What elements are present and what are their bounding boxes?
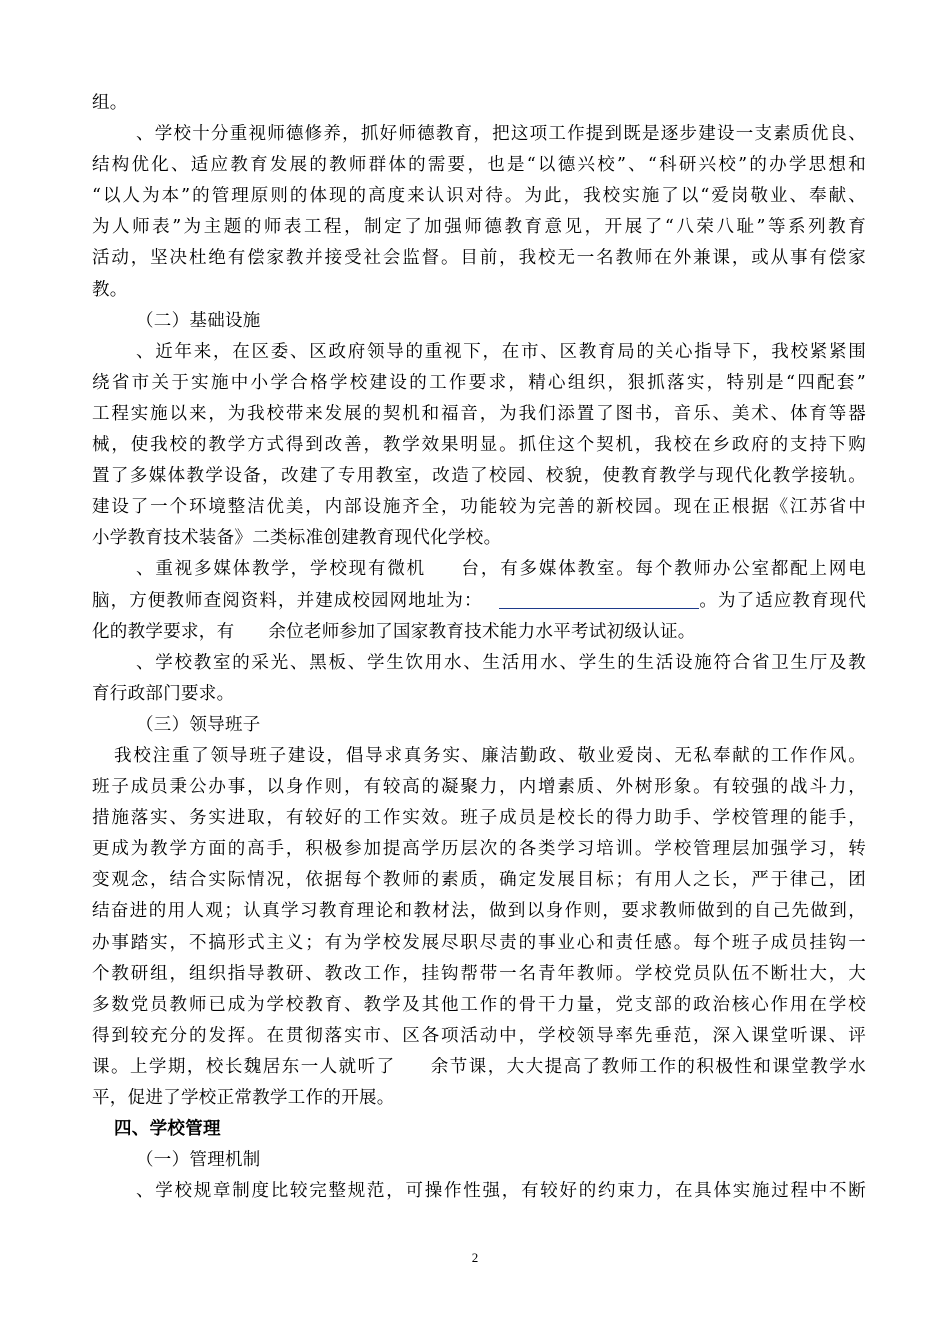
chapter-heading: 四、学校管理 [114,1119,221,1140]
text-line: 多数党员教师已成为学校教育、教学及其他工作的骨干力量，党支部的政治核心作用在学校 [92,994,866,1015]
text-line: 办事踏实，不搞形式主义；有为学校发展尽职尽责的事业心和责任感。每个班子成员挂钩一 [92,932,866,953]
paragraph-start: 我校注重了领导班子建设，倡导求真务实、廉洁勤政、敬业爱岗、无私奉献的工作作风。 [114,745,866,766]
text-line: 为人师表”为主题的师表工程，制定了加强师德教育意见，开展了“八荣八耻”等系列教育 [92,217,866,238]
text-line: 工程实施以来，为我校带来发展的契机和福音，为我们添置了图书，音乐、美术、体育等器 [92,403,866,424]
paragraph-start: 、近年来，在区委、区政府领导的重视下，在市、区教育局的关心指导下，我校紧紧围 [136,341,866,362]
text-line: 械，使我校的教学方式得到改善，教学效果明显。抓住这个契机，我校在乡政府的支持下购 [92,435,866,456]
text-line: 活动，坚决杜绝有偿家教并接受社会监督。目前，我校无一名教师在外兼课，或从事有偿家 [92,248,866,269]
document-body [92,88,866,1207]
page-number: 2 [471,1250,479,1265]
paragraph-start: 、学校规章制度比较完整规范，可操作性强，有较好的约束力，在具体实施过程中不断 [136,1181,866,1202]
text-line: 个教研组，组织指导教研、教改工作，挂钩帮带一名青年教师。学校党员队伍不断壮大，大 [92,963,866,984]
text-line: 育行政部门要求。 [92,683,235,704]
text-line: 组。 [92,93,128,113]
text-line: 脑，方便教师查阅资料，并建成校园网地址为： 。为了适应教育现代 [92,590,866,611]
paragraph-start: 、学校教室的采光、黑板、学生饮用水、生活用水、学生的生活设施符合省卫生厅及教 [136,652,866,673]
text-line: 得到较充分的发挥。在贯彻落实市、区各项活动中，学校领导率先垂范，深入课堂听课、评 [92,1025,866,1046]
text-line: 小学教育技术装备》二类标准创建教育现代化学校。 [92,528,502,549]
section-heading: （一）管理机制 [136,1150,261,1171]
text-line: 教。 [92,279,128,300]
text-line: 变观念，结合实际情况，依据每个教师的素质，确定发展目标；有用人之长，严于律己，团 [92,870,866,891]
section-heading: （二）基础设施 [136,310,261,331]
text-line: 置了多媒体教学设备，改建了专用教室，改造了校园、校貌，使教育教学与现代化教学接轨。 [92,466,866,487]
text-line: 建设了一个环境整洁优美，内部设施齐全，功能较为完善的新校园。现在正根据《江苏省中 [92,497,866,518]
paragraph-start: 、重视多媒体教学，学校现有微机 台，有多媒体教室。每个教师办公室都配上网电 [136,559,866,580]
text-line: 课。上学期，校长魏居东一人就听了 余节课，大大提高了教师工作的积极性和课堂教学水 [92,1056,866,1077]
website-address-blank [499,590,699,609]
text-line: “以人为本”的管理原则的体现的高度来认识对待。为此，我校实施了以“爱岗敬业、奉献、 [92,186,866,207]
text-line: 结构优化、适应教育发展的教师群体的需要，也是“以德兴校”、“科研兴校”的办学思想和 [92,155,866,176]
section-heading: （三）领导班子 [136,714,261,735]
text-line: 措施落实、务实进取，有较好的工作实效。班子成员是校长的得力助手、学校管理的能手， [92,808,866,829]
text-line: 平，促进了学校正常教学工作的开展。 [92,1088,395,1108]
text-line: 班子成员秉公办事，以身作则，有较高的凝聚力，内增素质、外树形象。有较强的战斗力， [92,777,866,798]
text-line: 化的教学要求，有 余位老师参加了国家教育技术能力水平考试初级认证。 [92,621,696,642]
text-line: 更成为教学方面的高手，积极参加提高学历层次的各类学习培训。学校管理层加强学习，转 [92,839,866,860]
text-line: 绕省市关于实施中小学合格学校建设的工作要求，精心组织，狠抓落实，特别是“四配套” [92,372,866,393]
text-line: 结奋进的用人观；认真学习教育理论和教材法，做到以身作则，要求教师做到的自己先做到， [92,901,866,922]
paragraph-start: 、学校十分重视师德修养，抓好师德教育，把这项工作提到既是逐步建设一支素质优良、 [136,124,866,145]
